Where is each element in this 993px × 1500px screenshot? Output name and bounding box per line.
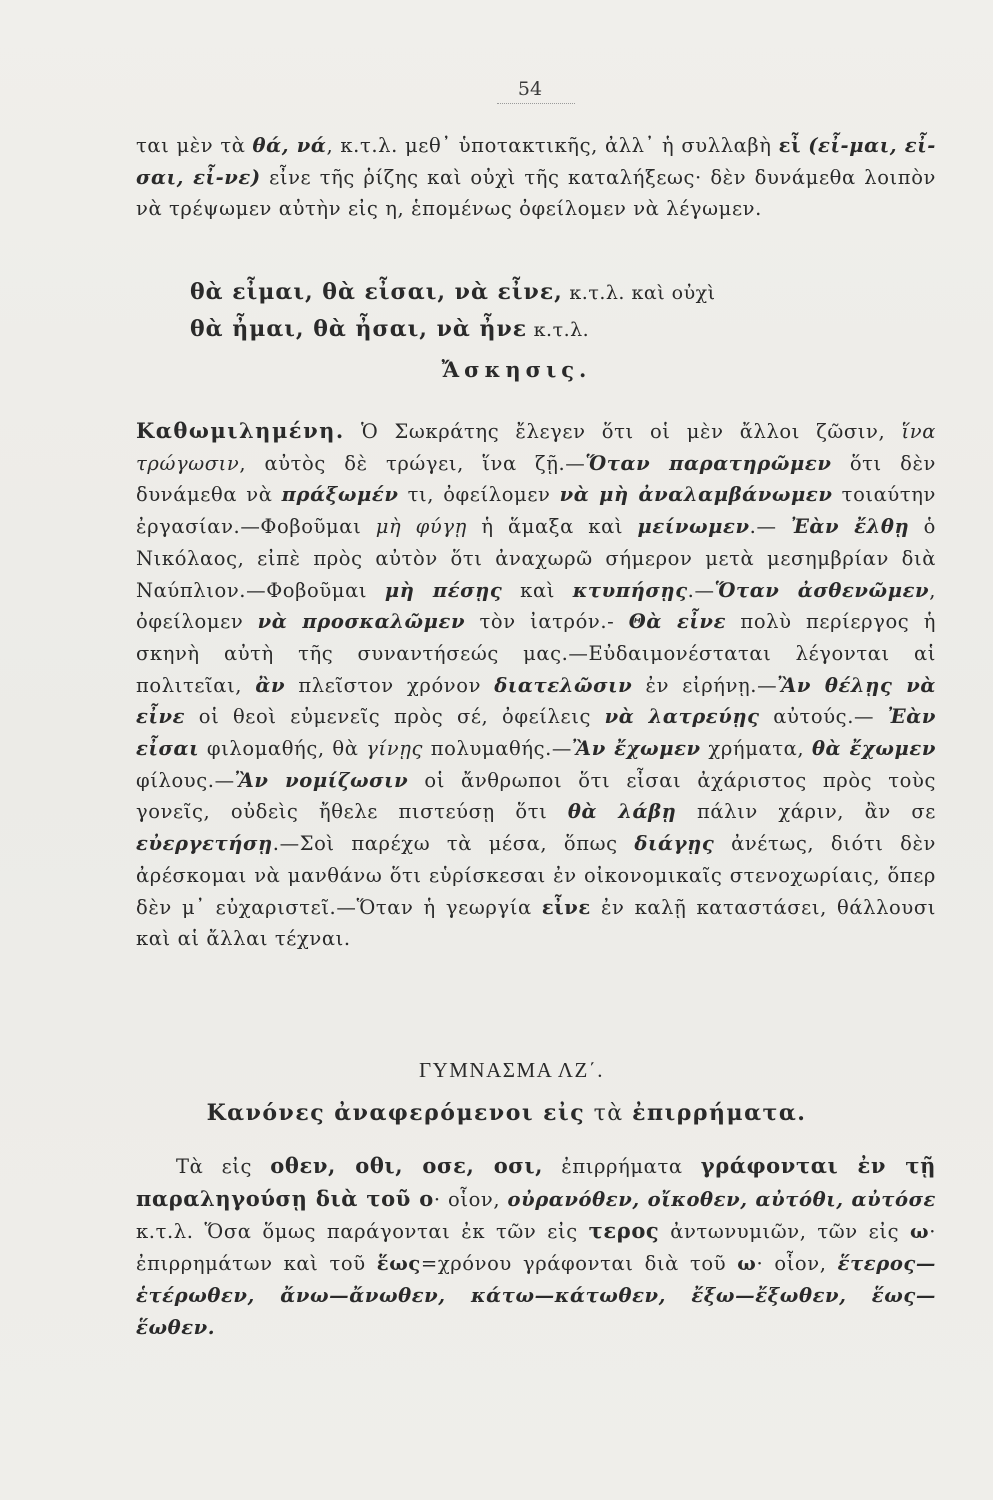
emphasis-text: Ὅταν ἀσθενῶμεν	[714, 578, 930, 602]
text-run: εἶνε τῆς ῥίζης καὶ οὐχὶ τῆς καταλήξεως· δὲν δυνάμεθα λοιπὸν νὰ τρέψωμεν αὐτὴν εἰς η, ἑπομένως ὀφείλομεν νὰ λέγωμεν.	[136, 165, 936, 221]
emphasis-text: ἵνα τρώγωσιν	[136, 420, 936, 475]
emphasis-text: τερος	[588, 1218, 660, 1244]
text-run: οἱ ἄνθρωποι ὅτι εἶσαι ἀχάριστος πρὸς τοὺς γονεῖς, οὐδεὶς ἤθελε πιστεύσῃ ὅτι	[136, 768, 936, 824]
page-number-rule	[497, 103, 575, 104]
emphasis-text: Ἂν θέλῃς νὰ εἶνε	[136, 673, 936, 729]
text-run: πολὺ περίεργος ἡ σκηνὴ αὐτὴ τῆς συναντήσεώς μας.—Εὐδαιμονέσταται λέγονται αἱ πολιτεῖαι,	[136, 610, 936, 697]
heading-part: Κανόνες ἀναφερόμενοι εἰς	[206, 1100, 586, 1126]
text-run: καὶ	[502, 578, 573, 602]
text-run: χρήματα,	[700, 737, 812, 761]
text-run: τοιαύτην ἐργασίαν.—Φοβοῦμαι	[136, 483, 937, 539]
emphasis-text: ἕως	[376, 1252, 421, 1276]
example-correct	[190, 275, 716, 310]
emphasis-text: νὰ μὴ ἀναλαμβάνωμεν	[559, 483, 833, 507]
emphasis-text: Ἐὰν ἔλθῃ	[790, 515, 910, 539]
text-run: πολυμαθής.—	[423, 737, 573, 761]
text-run: φιλομαθής, θὰ	[199, 737, 367, 761]
text-run: πλεῖστον χρόνον	[285, 673, 495, 697]
text-run: τι, ὀφείλομεν	[398, 483, 560, 507]
text-run: Τὰ εἰς	[176, 1155, 271, 1178]
text-run: οἱ θεοὶ εὐμενεῖς πρὸς σέ, ὀφείλεις	[185, 705, 605, 729]
paragraph-intro	[136, 130, 936, 225]
text-run: .—	[749, 515, 791, 539]
text-run: ἐπιρρήματα	[543, 1155, 701, 1178]
emphasis-text: νὰ προσκαλῶμεν	[257, 610, 466, 634]
emphasis-text: ἂν	[255, 673, 286, 697]
paragraph-exercise	[136, 415, 936, 955]
text-run: .—Σοὶ παρέχω τὰ μέσα, ὅπως	[272, 832, 635, 856]
emphasis-text: διατελῶσιν	[494, 673, 633, 697]
emphasis-text: θὰ λάβῃ	[567, 800, 677, 824]
emphasis-text: μὴ φύγῃ	[375, 515, 467, 539]
example-forms: θὰ ἦμαι, θὰ ἦσαι, νὰ ἦνε	[190, 316, 528, 342]
emphasis-text: γράφονται ἐν τῇ παραληγούσῃ διὰ τοῦ ο	[136, 1153, 936, 1211]
emphasis-text: Ἂν νομίζωσιν	[234, 768, 409, 792]
emphasis-text: Ὅταν παρατηρῶμεν	[585, 451, 832, 475]
page-number: 54	[517, 78, 543, 100]
text-run: · ἐπιρρημάτων καὶ τοῦ	[136, 1220, 936, 1276]
text-run: ἡ ἅμαξα καὶ	[466, 515, 638, 539]
emphasis-text: μὴ πέσῃς	[384, 578, 503, 602]
emphasis-text: ω	[910, 1220, 930, 1244]
text-run: αὐτούς.—	[759, 705, 888, 729]
text-run: .—	[687, 578, 715, 602]
text-run: , ὀφείλομεν	[136, 578, 936, 634]
emphasis-text: εἶνε	[541, 895, 591, 919]
example-suffix: κ.τ.λ.	[527, 319, 590, 341]
heading-part: ἐπιρρήματα.	[632, 1100, 807, 1126]
text-run: =χρόνου γράφονται διὰ τοῦ	[420, 1252, 738, 1276]
emphasis-text: οὐρανόθεν, οἴκοθεν, αὐτόθι, αὐτόσε	[507, 1187, 936, 1211]
emphasis-text: κτυπήσῃς	[572, 578, 688, 602]
text-run: , κ.τ.λ. μεθ᾽ ὑποτακτικῆς, ἀλλ᾽ ἡ συλλαβὴ	[326, 134, 779, 157]
text-run: κ.τ.λ. Ὅσα ὅμως παράγονται ἐκ τῶν εἰς	[136, 1220, 589, 1244]
text-run: τὸν ἰατρόν.-	[465, 610, 629, 634]
text-run: Ὁ Σωκράτης ἔλεγεν ὅτι οἱ μὲν ἄλλοι ζῶσιν,	[344, 420, 902, 443]
text-run: , αὐτὸς δὲ τρώγει, ἵνα ζῇ.—	[239, 451, 586, 475]
text-run: · οἷον,	[756, 1252, 838, 1276]
emphasis-text: θὰ ἔχωμεν	[811, 737, 937, 761]
text-run: φίλους.—	[136, 768, 235, 792]
text-run: πάλιν χάριν, ἂν σε	[676, 800, 936, 824]
example-incorrect	[190, 312, 589, 347]
text-run: · οἷον,	[433, 1187, 508, 1211]
text-run: ἐν καλῇ καταστάσει, θάλλουσι καὶ αἱ ἄλλαι τέχναι.	[136, 895, 936, 951]
text-run: ὁ Νικόλαος, εἰπὲ πρὸς αὐτὸν ὅτι ἀναχωρῶ σήμερον μετὰ μεσημβρίαν διὰ Ναύπλιον.—Φοβοῦμαι	[136, 515, 937, 602]
emphasis-text: εὐεργετήσῃ	[136, 832, 273, 856]
rules-heading	[0, 1100, 993, 1126]
emphasis-text: πράξωμέν	[281, 483, 399, 507]
text-run: ὅτι δὲν δυνάμεθα νὰ	[136, 451, 936, 507]
exercise-number-heading: ΓΥΜΝΑΣΜΑ ΛΖ΄.	[418, 1058, 605, 1082]
emphasis-text: (εἶ-μαι, εἶ-σαι, εἶ-νε)	[136, 134, 936, 189]
exercise-heading: Ἄσκησις.	[441, 357, 592, 382]
text-run: ἀντωνυμιῶν, τῶν εἰς	[659, 1220, 911, 1244]
emphasis-text: εἶ	[778, 134, 802, 157]
example-forms: θὰ εἶμαι, θὰ εἶσαι, νὰ εἶνε,	[190, 279, 563, 305]
text-run: ται μὲν τὰ	[136, 134, 253, 157]
emphasis-text: ω	[737, 1252, 757, 1276]
paragraph-lead: Καθωμιλημένη.	[136, 418, 345, 443]
emphasis-text: Ἐὰν εἶσαι	[136, 705, 936, 761]
emphasis-text: οθεν, οθι, οσε, οσι,	[270, 1153, 544, 1178]
paragraph-rules	[136, 1150, 936, 1343]
emphasis-text: θά, νά	[252, 134, 327, 157]
emphasis-text: Ἂν ἔχωμεν	[572, 737, 701, 761]
emphasis-text: γίνῃς	[366, 737, 424, 761]
heading-part: τὰ	[585, 1101, 633, 1126]
text-run: ἐν εἰρήνῃ.—	[632, 673, 778, 697]
emphasis-text: διάγῃς	[634, 832, 715, 856]
emphasis-text: ἕτερος—ἑτέρωθεν, ἄνω—ἄνωθεν, κάτω—κάτωθεν, ἔξω—ἔξωθεν, ἕως—ἕωθεν.	[136, 1252, 937, 1339]
emphasis-text: νὰ λατρεύῃς	[604, 705, 760, 729]
emphasis-text: Θὰ εἶνε	[628, 610, 727, 634]
example-suffix: κ.τ.λ. καὶ οὐχὶ	[562, 282, 716, 304]
text-run: ἀνέτως, διότι δὲν ἀρέσκομαι νὰ μανθάνω ὅτι εὑρίσκεσαι ἐν οἰκονομικαῖς στενοχωρίαις, ὅπερ δὲν μ᾽ εὐχαριστεῖ.—Ὅταν ἡ γεωργία	[136, 832, 936, 919]
emphasis-text: μείνωμεν	[637, 515, 750, 539]
